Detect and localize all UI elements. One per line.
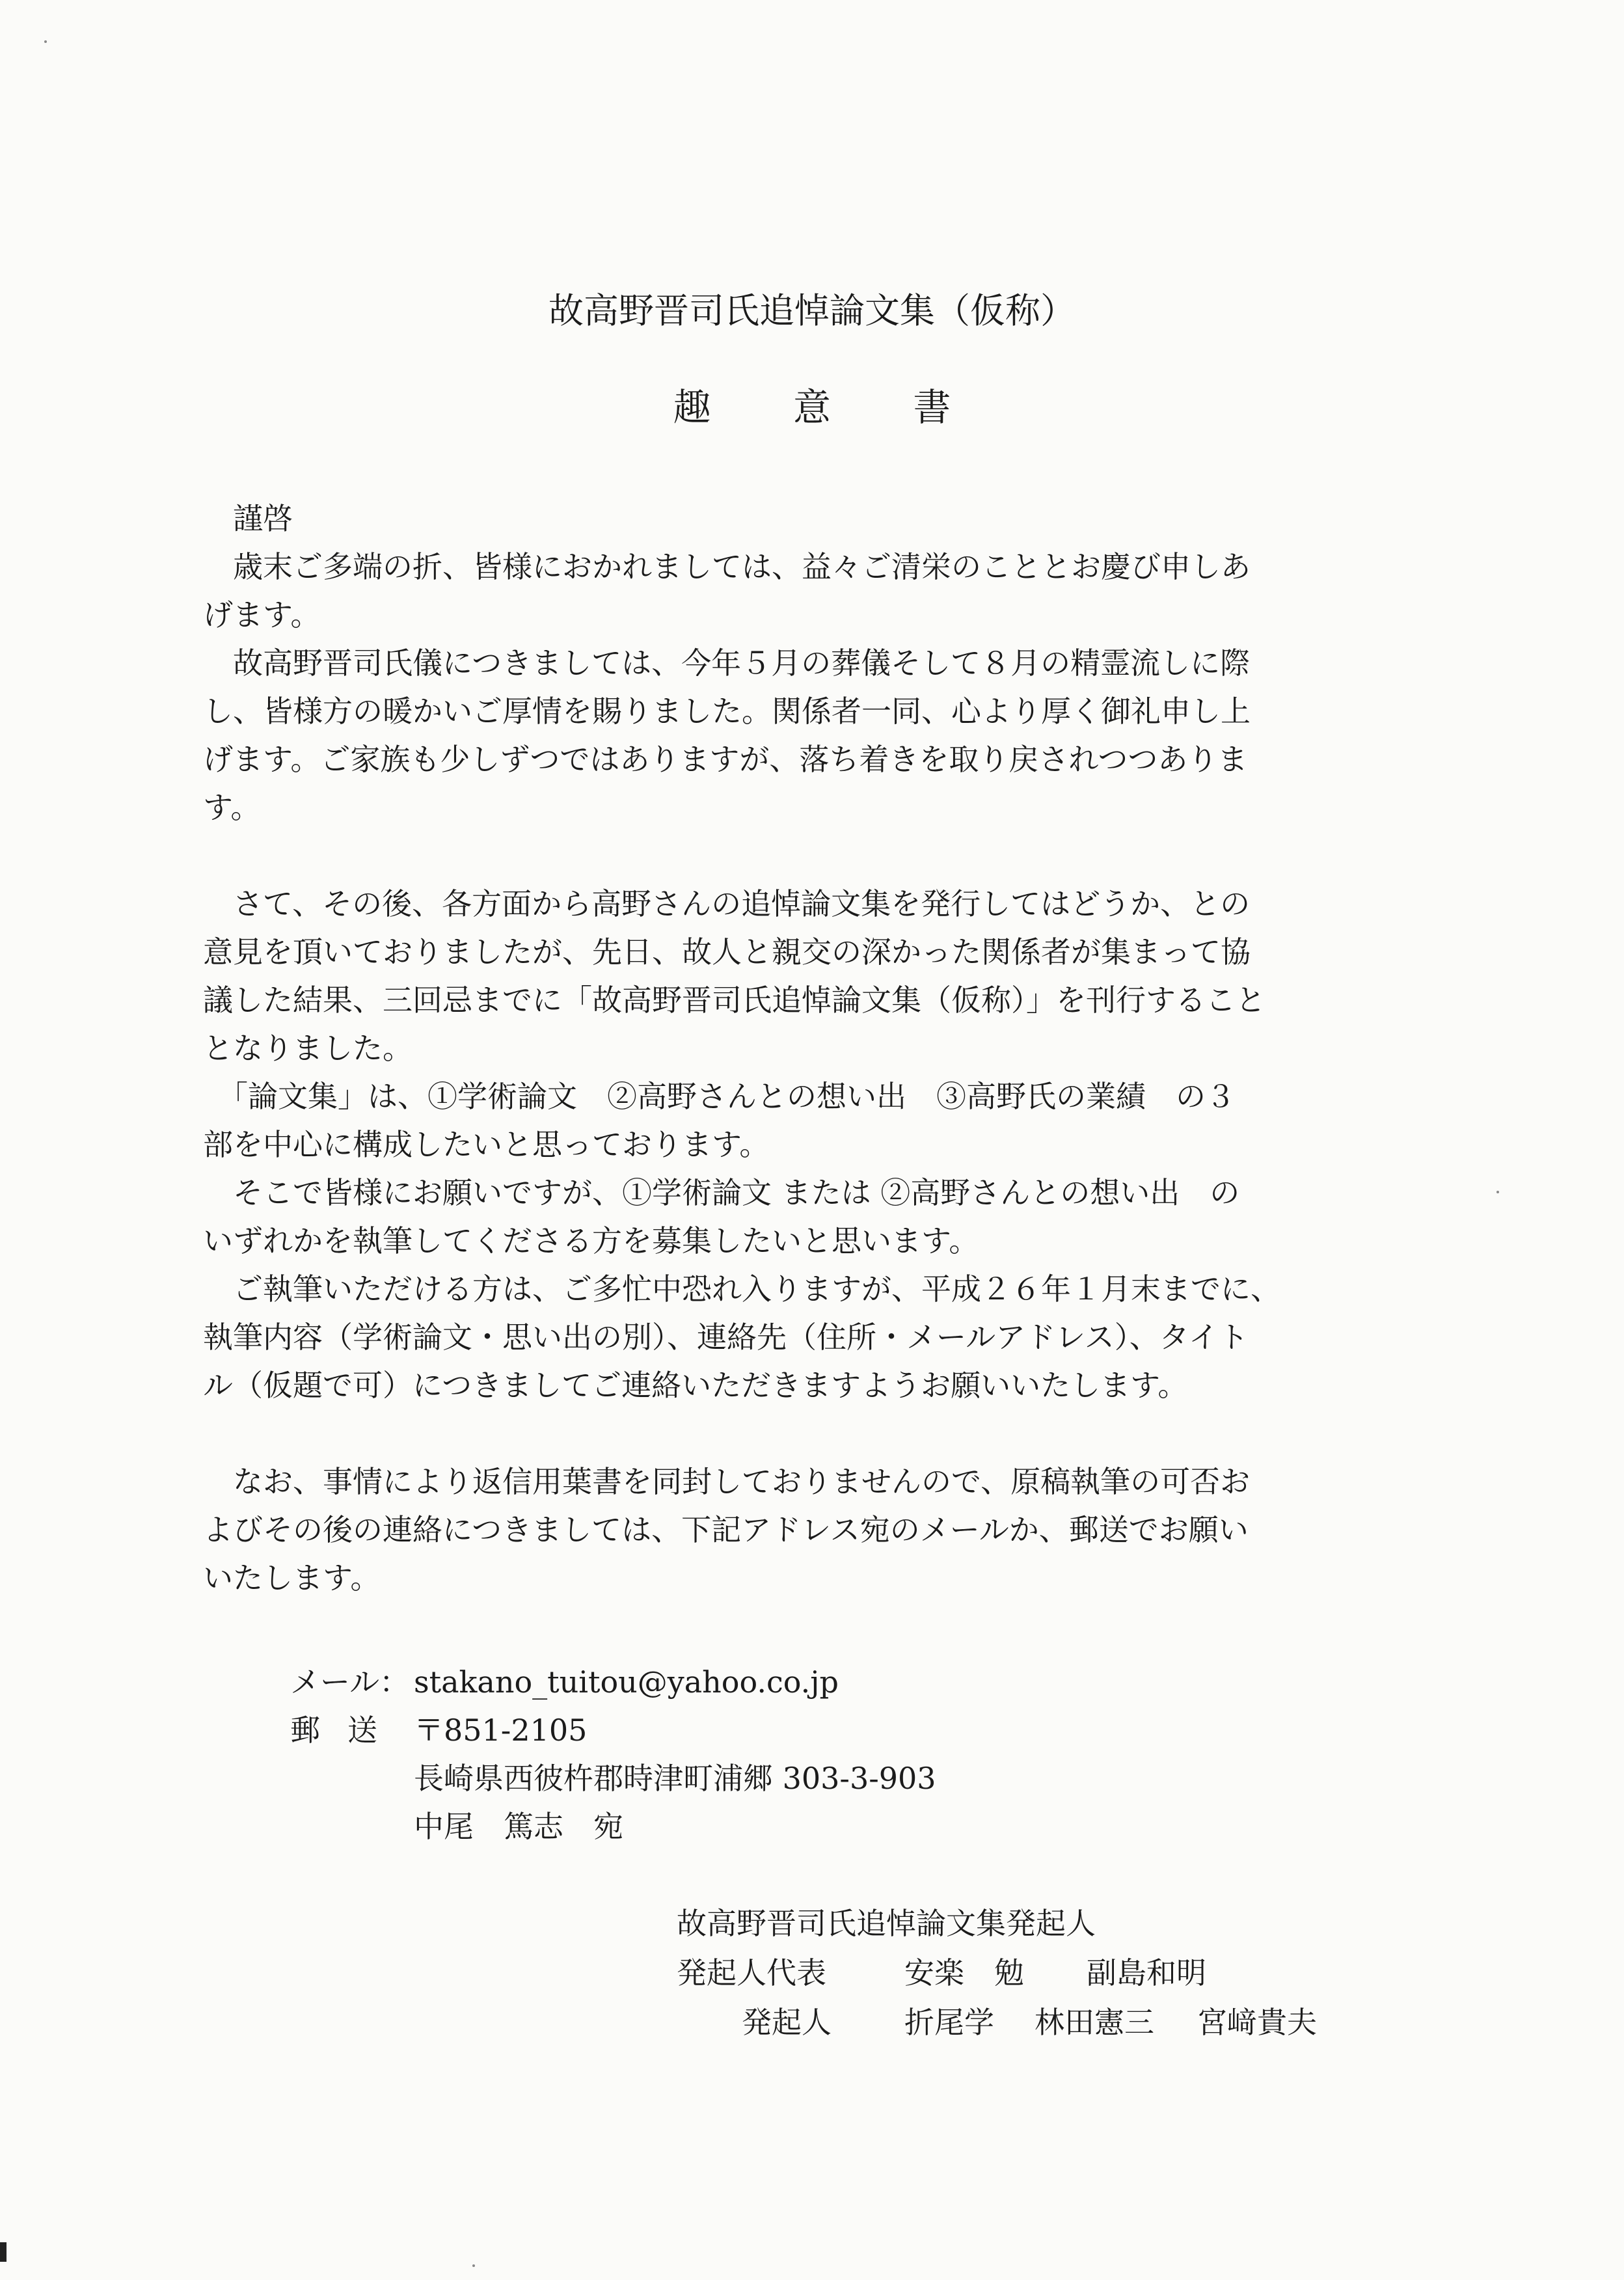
post-address: 長崎県西彼杵郡時津町浦郷 303-3-903	[414, 1761, 936, 1796]
post-code: 〒851-2105	[414, 1713, 588, 1748]
member-name: 宮﨑貴夫	[1197, 2005, 1317, 2040]
contact-post-row	[290, 1706, 936, 1754]
body-line: 議した結果、三回忌までに「故高野晋司氏追悼論文集（仮称）」を刊行すること	[203, 983, 1265, 1018]
rep-name: 副島和明	[1087, 1955, 1206, 1990]
body-line: さて、その後、各方面から高野さんの追悼論文集を発行してはどうか、との	[203, 886, 1251, 921]
body-line: 意見を頂いておりましたが、先日、故人と親交の深かった関係者が集まって協	[203, 934, 1251, 970]
body-line: となりました。	[203, 1031, 413, 1066]
signatory-group-name: 故高野晋司氏追悼論文集発起人	[677, 1906, 1096, 1941]
mail-label: メール：	[290, 1664, 410, 1700]
body-line: げます。ご家族も少しずつではありますが、落ち着きを取り戻されつつありま	[203, 742, 1248, 777]
body-line: いずれかを執筆してくださる方を募集したいと思います。	[203, 1223, 979, 1258]
signatory-rep-row	[677, 1948, 1317, 1998]
body-line: ル（仮題で可）につきましてご連絡いただきますようお願いいたします。	[203, 1368, 1188, 1403]
member-name: 折尾学	[904, 2005, 994, 2040]
member-label: 発起人	[742, 2005, 832, 2040]
body-line: 歳末ご多端の折、皆様におかれましては、益々ご清栄のこととお慶び申しあ	[203, 549, 1251, 584]
body-line: 部を中心に構成したいと思っております。	[203, 1127, 770, 1162]
contact-mail-row	[290, 1658, 936, 1706]
body-line: そこで皆様にお願いですが、①学術論文 または ②高野さんとの想い出 の	[203, 1175, 1240, 1210]
salutation: 謹啓	[233, 501, 293, 536]
body-line: す。	[203, 790, 261, 825]
body-line: いたします。	[203, 1560, 381, 1595]
signatories-block	[677, 1899, 1317, 2047]
scan-speck	[1496, 1191, 1499, 1193]
rep-name: 安楽 勉	[904, 1955, 1024, 1990]
signatory-member-row	[677, 1998, 1317, 2047]
body-line: なお、事情により返信用葉書を同封しておりませんので、原稿執筆の可否お	[203, 1464, 1251, 1499]
body-line: 故高野晋司氏儀につきましては、今年５月の葬儀そして８月の精霊流しに際	[203, 645, 1251, 681]
document-subtitle: 趣 意 書	[673, 385, 986, 429]
body-line: よびその後の連絡につきましては、下記アドレス宛のメールか、郵送でお願い	[203, 1512, 1249, 1547]
scan-speck	[44, 40, 47, 43]
post-recipient: 中尾 篤志 宛	[414, 1809, 623, 1844]
contact-block	[290, 1658, 936, 1851]
scan-speck	[472, 2264, 475, 2267]
rep-label: 発起人代表	[677, 1955, 826, 1990]
document-title: 故高野晋司氏追悼論文集（仮称）	[548, 290, 1076, 331]
body-line: げます。	[203, 597, 321, 632]
body-line: 執筆内容（学術論文・思い出の別）、連絡先（住所・メールアドレス）、タイト	[203, 1320, 1249, 1355]
mail-address[interactable]: stakano_tuitou@yahoo.co.jp	[414, 1664, 839, 1700]
body-line: ご執筆いただける方は、ご多忙中恐れ入りますが、平成２６年１月末までに、	[203, 1271, 1280, 1307]
body-line: し、皆様方の暖かいご厚情を賜りました。関係者一同、心より厚く御礼申し上	[203, 694, 1251, 729]
scan-edge-mark	[0, 2242, 7, 2262]
body-line: 「論文集」は、①学術論文 ②高野さんとの想い出 ③高野氏の業績 の３	[203, 1079, 1236, 1114]
post-label: 郵送	[290, 1713, 405, 1748]
member-name: 林田憲三	[1035, 2005, 1154, 2040]
signatory-group	[677, 1899, 1317, 1948]
letter-body	[203, 495, 1374, 1602]
